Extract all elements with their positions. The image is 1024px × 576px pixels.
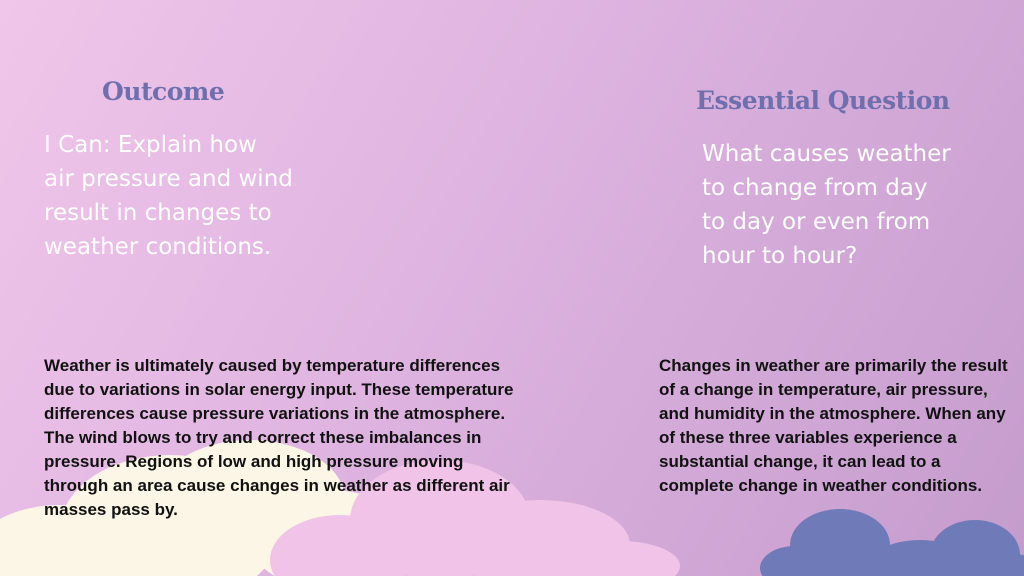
outcome-heading: Outcome <box>102 77 225 106</box>
essential-question-heading: Essential Question <box>696 86 950 115</box>
weather-changes-paragraph: Changes in weather are primarily the result of a change in temperature, air pressure, and humidity in the atmosphere. When any of these three variables experience a substantial change, it can lead to a complete change in weather conditions. <box>659 356 1008 495</box>
weather-causes-paragraph: Weather is ultimately caused by temperature differences due to variations in solar energy input. These temperature differences cause pressure variations in the atmosphere. The wind blows to try and correct these imbalances in pressure. Regions of low and high pressure moving through an area cause changes in weather as different air masses pass by. <box>44 356 514 519</box>
essential-question-text: What causes weather to change from day to day or even from hour to hour? <box>702 141 951 269</box>
outcome-text: I Can: Explain how air pressure and wind result in changes to weather conditions. <box>44 132 293 260</box>
blue-cloud <box>760 509 1024 576</box>
